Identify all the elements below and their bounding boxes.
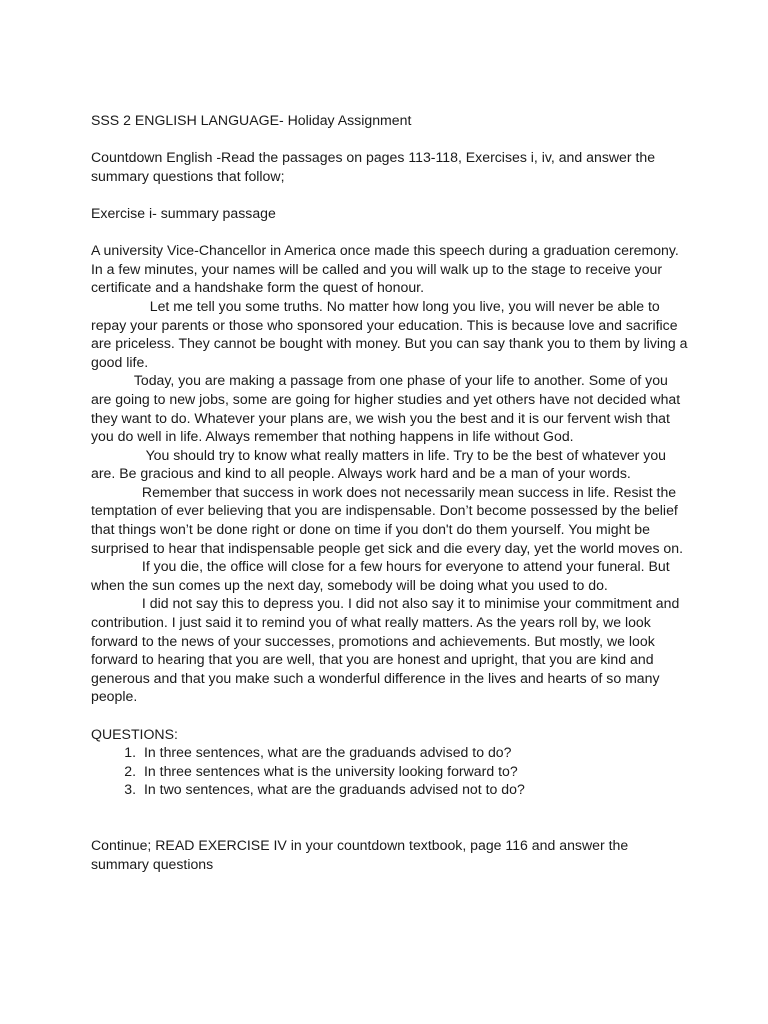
questions-list: [91, 743, 691, 799]
passage-line: when the sun comes up the next day, somebody will be doing what you used to do.: [91, 576, 608, 593]
questions-heading: QUESTIONS:: [91, 725, 178, 742]
instructions-line: summary questions that follow;: [91, 167, 285, 184]
passage-line: Today, you are making a passage from one phase of your life to another. Some of you: [91, 372, 668, 389]
passage-line: certificate and a handshake form the quest of honour.: [91, 279, 424, 296]
passage-line: Remember that success in work does not necessarily mean success in life. Resist the: [91, 483, 677, 500]
passage-line: forward to hearing that you are well, that you are honest and upright, that you are kind and: [91, 651, 654, 668]
passage-line: you do well in life. Always remember that nothing happens in life without God.: [91, 428, 574, 445]
spacer: [91, 185, 691, 204]
passage-line: are going to new jobs, some are going for higher studies and yet others have not decided what: [91, 390, 681, 407]
question-item: [91, 743, 691, 762]
passage-line: temptation of ever believing that you are indispensable. Don’t become possessed by the belief: [91, 502, 678, 519]
passage-line: are. Be gracious and kind to all people. Always work hard and be a man of your words.: [91, 465, 631, 482]
passage-line: are priceless. They cannot be bought with money. But you can say thank you to them by living a: [91, 335, 688, 352]
spacer: [91, 130, 691, 149]
question-item: [91, 780, 691, 799]
continue-paragraph: [91, 836, 691, 873]
passage-line: In a few minutes, your names will be called and you will walk up to the stage to receive your: [91, 260, 663, 277]
question-number: 2.: [124, 762, 136, 779]
continue-line: summary questions: [91, 855, 214, 872]
passage-line: repay your parents or those who sponsored your education. This is because love and sacrifice: [91, 316, 678, 333]
question-text: In three sentences what is the university looking forward to?: [144, 762, 518, 779]
passage-line: surprised to hear that indispensable people get sick and die every day, yet the world moves on.: [91, 539, 684, 556]
passage-line: that things won’t be done right or done on time if you don't do them yourself. You might be: [91, 521, 650, 538]
question-item: [91, 762, 691, 781]
spacer: [91, 706, 691, 725]
passage-line: A university Vice-Chancellor in America once made this speech during a graduation ceremony.: [91, 242, 679, 259]
passage-line: I did not say this to depress you. I did not also say it to minimise your commitment and: [91, 595, 680, 612]
instructions-line: Countdown English -Read the passages on pages 113-118, Exercises i, iv, and answer the: [91, 149, 656, 166]
exercise-heading: Exercise i- summary passage: [91, 204, 276, 221]
passage-line: contribution. I just said it to remind you of what really matters. As the years roll by, we look: [91, 614, 651, 631]
question-text: In two sentences, what are the graduands advised not to do?: [144, 781, 525, 798]
passage-line: good life.: [91, 353, 149, 370]
instructions-paragraph: [91, 148, 691, 185]
spacer: [91, 223, 691, 242]
passage-line: generous and that you make such a wonderful difference in the lives and hearts of so many: [91, 669, 660, 686]
spacer: [91, 818, 691, 837]
continue-line: Continue; READ EXERCISE IV in your countdown textbook, page 116 and answer the: [91, 837, 629, 854]
document-title: SSS 2 ENGLISH LANGUAGE- Holiday Assignment: [91, 112, 412, 128]
passage-line: forward to the news of your successes, promotions and achievements. But mostly, we look: [91, 632, 655, 649]
question-text: In three sentences, what are the graduands advised to do?: [144, 744, 512, 761]
passage-line: they want to do. Whatever your plans are, we wish you the best and it is our fervent wish that: [91, 409, 670, 426]
document-page: [91, 111, 691, 873]
summary-passage: [91, 241, 691, 706]
spacer: [91, 799, 691, 818]
question-number: 1.: [124, 744, 136, 761]
question-number: 3.: [124, 781, 136, 798]
passage-line: people.: [91, 688, 138, 705]
passage-line: If you die, the office will close for a few hours for everyone to attend your funeral. But: [91, 558, 670, 575]
passage-line: You should try to know what really matters in life. Try to be the best of whatever you: [91, 446, 666, 463]
passage-line: Let me tell you some truths. No matter how long you live, you will never be able to: [91, 297, 660, 314]
